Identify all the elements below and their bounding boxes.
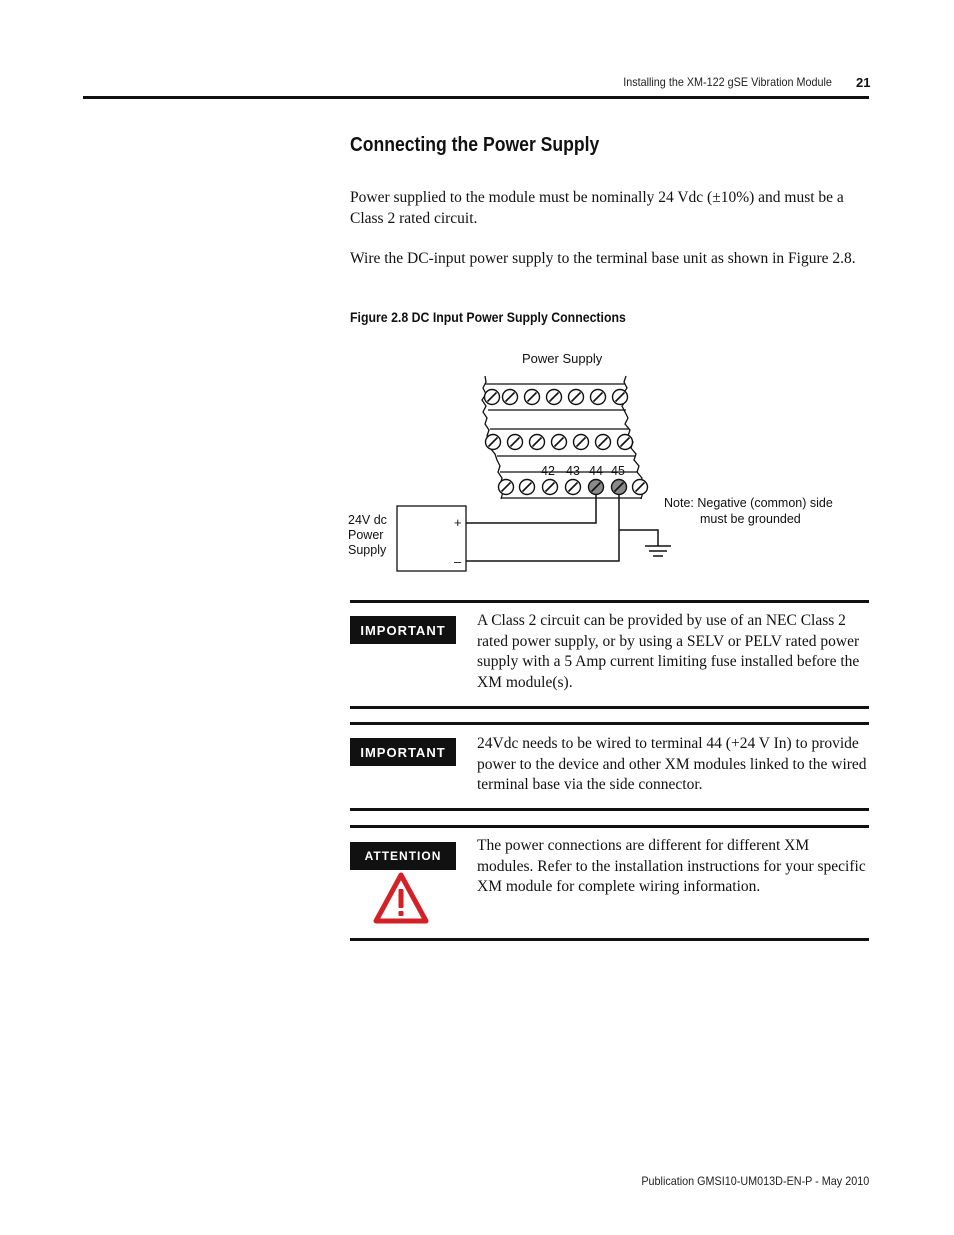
warning-triangle-icon xyxy=(373,872,429,924)
positive-wire xyxy=(466,495,596,523)
running-header: Installing the XM-122 gSE Vibration Module xyxy=(623,75,832,89)
supply-label-line: 24V dc xyxy=(348,513,387,527)
section-title: Connecting the Power Supply xyxy=(350,134,600,156)
terminal-screw-row-1 xyxy=(485,390,628,405)
terminal-44-screw xyxy=(589,480,604,495)
terminal-number-42: 42 xyxy=(541,464,555,478)
diagram-top-label: Power Supply xyxy=(522,351,603,366)
negative-terminal-sign: – xyxy=(454,554,462,569)
ground-note-line: Note: Negative (common) side xyxy=(664,496,833,510)
power-supply-wiring-diagram xyxy=(340,340,840,580)
terminal-number-44: 44 xyxy=(589,464,603,478)
body-paragraph: Power supplied to the module must be nominally 24 Vdc (±10%) and must be a Class 2 rated circuit. xyxy=(350,189,844,227)
header-rule xyxy=(83,96,869,99)
ground-wire xyxy=(619,530,658,546)
terminal-screw-partial xyxy=(633,480,648,495)
notice-text: 24Vdc needs to be wired to terminal 44 (+24 V In) to provide power to the device and other XM modules linked to the wired terminal base via the side connector. xyxy=(477,735,867,793)
terminal-screw-row-3 xyxy=(499,480,581,495)
terminal-number-45: 45 xyxy=(611,464,625,478)
terminal-screw-row-2 xyxy=(486,435,633,450)
supply-label-line: Power xyxy=(348,528,384,542)
ground-note-line: must be grounded xyxy=(700,512,801,526)
important-notice xyxy=(350,600,869,709)
page-number: 21 xyxy=(856,75,871,90)
attention-badge: ATTENTION xyxy=(350,842,456,870)
attention-notice xyxy=(350,825,869,941)
figure-caption: Figure 2.8 DC Input Power Supply Connections xyxy=(350,309,626,325)
notice-text: A Class 2 circuit can be provided by use of an NEC Class 2 rated power supply, or by using a SELV or PELV rated power supply with a 5 Amp current limiting fuse installed before the XM module(s). xyxy=(477,612,860,691)
ground-icon xyxy=(645,546,671,556)
publication-footer: Publication GMSI10-UM013D-EN-P - May 2010 xyxy=(641,1174,869,1188)
body-paragraph: Wire the DC-input power supply to the terminal base unit as shown in Figure 2.8. xyxy=(350,250,856,267)
terminal-number-43: 43 xyxy=(566,464,580,478)
terminal-45-screw xyxy=(612,480,627,495)
important-notice xyxy=(350,722,869,811)
notice-text: The power connections are different for different XM modules. Refer to the installation instructions for your specific XM module for complete wiring information. xyxy=(477,837,866,895)
supply-label-line: Supply xyxy=(348,543,387,557)
positive-terminal-sign: + xyxy=(454,515,462,530)
important-badge: IMPORTANT xyxy=(350,616,456,644)
important-badge: IMPORTANT xyxy=(350,738,456,766)
